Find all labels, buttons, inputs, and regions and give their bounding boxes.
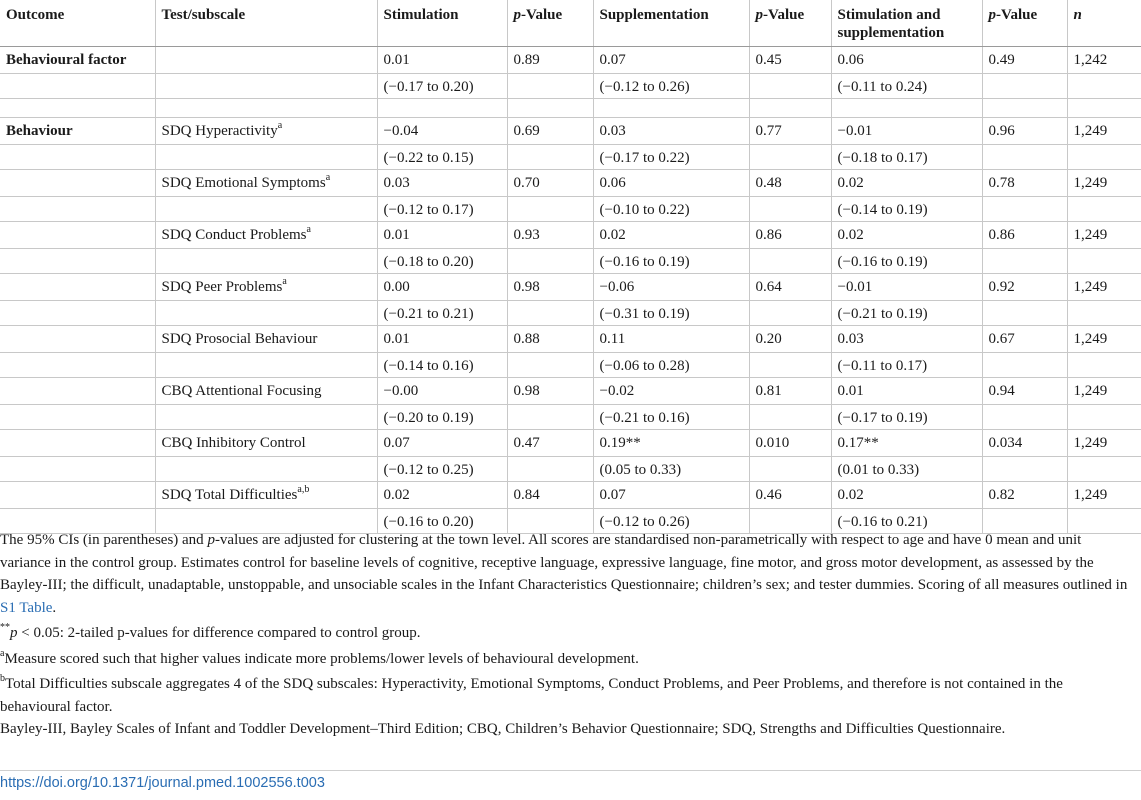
spacer-row <box>0 98 1141 117</box>
footnote-marker: a <box>277 119 283 131</box>
n-value: 1,249 <box>1067 377 1141 404</box>
table-row <box>0 144 1141 169</box>
both-p-empty <box>982 404 1067 429</box>
supp-ci: (−0.21 to 0.16) <box>593 404 749 429</box>
both-p: 0.034 <box>982 429 1067 456</box>
stim-ci: (−0.18 to 0.20) <box>377 248 507 273</box>
stim-p: 0.88 <box>507 325 593 352</box>
outcome-cell <box>0 377 155 404</box>
header-outcome: Outcome <box>0 0 155 46</box>
supp-p-empty <box>749 248 831 273</box>
stim-ci: (−0.12 to 0.25) <box>377 456 507 481</box>
footnote-marker: a,b <box>297 483 310 495</box>
both-estimate: 0.03 <box>831 325 982 352</box>
test-cell <box>155 248 377 273</box>
test-name <box>155 169 377 196</box>
both-ci: (−0.18 to 0.17) <box>831 144 982 169</box>
header-test: Test/subscale <box>155 0 377 46</box>
table-row <box>0 481 1141 508</box>
n-value: 1,249 <box>1067 117 1141 144</box>
n-value: 1,242 <box>1067 46 1141 73</box>
stim-p: 0.84 <box>507 481 593 508</box>
supp-estimate: 0.03 <box>593 117 749 144</box>
outcome-cell <box>0 325 155 352</box>
supp-p-empty <box>749 456 831 481</box>
n-empty <box>1067 196 1141 221</box>
stim-ci: (−0.22 to 0.15) <box>377 144 507 169</box>
supp-p-empty <box>749 352 831 377</box>
test-cell <box>155 144 377 169</box>
both-p: 0.78 <box>982 169 1067 196</box>
stim-p: 0.47 <box>507 429 593 456</box>
doi-link[interactable]: https://doi.org/10.1371/journal.pmed.1002556.t003 <box>0 775 325 791</box>
stim-p-empty <box>507 456 593 481</box>
test-name: CBQ Inhibitory Control <box>155 429 377 456</box>
supp-p: 0.64 <box>749 273 831 300</box>
stim-ci: (−0.12 to 0.17) <box>377 196 507 221</box>
both-p: 0.96 <box>982 117 1067 144</box>
stim-p-empty <box>507 404 593 429</box>
supp-p: 0.77 <box>749 117 831 144</box>
table-row <box>0 300 1141 325</box>
supp-estimate: 0.06 <box>593 169 749 196</box>
supp-p: 0.48 <box>749 169 831 196</box>
both-ci: (−0.17 to 0.19) <box>831 404 982 429</box>
test-name <box>155 481 377 508</box>
outcome-cell <box>0 221 155 248</box>
both-ci: (−0.14 to 0.19) <box>831 196 982 221</box>
stim-estimate: 0.01 <box>377 46 507 73</box>
both-estimate: −0.01 <box>831 273 982 300</box>
header-supplementation: Supplementation <box>593 0 749 46</box>
table-row <box>0 196 1141 221</box>
stim-ci: (−0.20 to 0.19) <box>377 404 507 429</box>
supp-p: 0.46 <box>749 481 831 508</box>
table-row <box>0 169 1141 196</box>
supp-p: 0.45 <box>749 46 831 73</box>
supp-estimate: 0.07 <box>593 46 749 73</box>
test-cell <box>155 46 377 73</box>
both-p-empty <box>982 248 1067 273</box>
table-row <box>0 221 1141 248</box>
table-row <box>0 248 1141 273</box>
stim-estimate: 0.01 <box>377 221 507 248</box>
table-footnotes <box>0 529 1130 741</box>
outcome-cell <box>0 73 155 98</box>
outcome-cell <box>0 481 155 508</box>
stim-estimate: 0.00 <box>377 273 507 300</box>
test-cell <box>155 73 377 98</box>
both-p: 0.67 <box>982 325 1067 352</box>
supp-ci: (−0.12 to 0.26) <box>593 508 749 533</box>
stim-ci: (−0.21 to 0.21) <box>377 300 507 325</box>
table-row <box>0 325 1141 352</box>
outcome-cell <box>0 352 155 377</box>
table-row <box>0 377 1141 404</box>
test-label: SDQ Emotional Symptoms <box>161 174 326 191</box>
test-name <box>155 117 377 144</box>
test-cell <box>155 456 377 481</box>
test-label: SDQ Hyperactivity <box>161 122 278 139</box>
both-p: 0.82 <box>982 481 1067 508</box>
supp-estimate: 0.07 <box>593 481 749 508</box>
supp-estimate: 0.02 <box>593 221 749 248</box>
stim-estimate: 0.07 <box>377 429 507 456</box>
footnote-marker: a <box>325 171 331 183</box>
stim-estimate: −0.04 <box>377 117 507 144</box>
test-cell <box>155 404 377 429</box>
both-p-empty <box>982 144 1067 169</box>
table-row <box>0 273 1141 300</box>
both-p: 0.92 <box>982 273 1067 300</box>
both-p-empty <box>982 196 1067 221</box>
n-empty <box>1067 404 1141 429</box>
supp-estimate: −0.06 <box>593 273 749 300</box>
stim-p: 0.70 <box>507 169 593 196</box>
table-row <box>0 73 1141 98</box>
both-estimate: −0.01 <box>831 117 982 144</box>
table-row <box>0 352 1141 377</box>
stim-p: 0.69 <box>507 117 593 144</box>
outcome-cell <box>0 429 155 456</box>
test-name <box>155 273 377 300</box>
supp-estimate: −0.02 <box>593 377 749 404</box>
stim-p: 0.93 <box>507 221 593 248</box>
test-name: SDQ Prosocial Behaviour <box>155 325 377 352</box>
both-ci: (0.01 to 0.33) <box>831 456 982 481</box>
both-estimate: 0.02 <box>831 169 982 196</box>
table-row <box>0 456 1141 481</box>
stim-estimate: 0.02 <box>377 481 507 508</box>
supp-p: 0.86 <box>749 221 831 248</box>
stim-p-empty <box>507 73 593 98</box>
stim-estimate: −0.00 <box>377 377 507 404</box>
stim-p-empty <box>507 144 593 169</box>
header-n: n <box>1067 0 1141 46</box>
footnote-abbreviations: Bayley-III, Bayley Scales of Infant and Toddler Development–Third Edition; CBQ, Children’s Behavior Questionnaire; SDQ, Strengths and Difficulties Questionnaire. <box>0 721 1006 737</box>
header-p-value-both: p-Value <box>982 0 1067 46</box>
outcome-label: Behaviour <box>0 117 155 144</box>
n-value: 1,249 <box>1067 221 1141 248</box>
n-empty <box>1067 144 1141 169</box>
table-row <box>0 117 1141 144</box>
stim-p-empty <box>507 248 593 273</box>
supp-ci: (−0.16 to 0.19) <box>593 248 749 273</box>
n-value: 1,249 <box>1067 325 1141 352</box>
header-p-value-supp: p-Value <box>749 0 831 46</box>
n-value: 1,249 <box>1067 169 1141 196</box>
supp-p-empty <box>749 300 831 325</box>
test-name <box>155 221 377 248</box>
test-cell <box>155 300 377 325</box>
n-value: 1,249 <box>1067 429 1141 456</box>
both-estimate: 0.01 <box>831 377 982 404</box>
both-ci: (−0.16 to 0.19) <box>831 248 982 273</box>
n-empty <box>1067 73 1141 98</box>
supp-p: 0.20 <box>749 325 831 352</box>
outcome-cell <box>0 196 155 221</box>
both-p-empty <box>982 352 1067 377</box>
header-both: Stimulation and supplementation <box>831 0 982 46</box>
both-p: 0.49 <box>982 46 1067 73</box>
table-row <box>0 404 1141 429</box>
both-estimate: 0.17** <box>831 429 982 456</box>
footnote-a: $^a$Measure scored such that higher values indicate more problems/lower levels of behavioural development. <box>0 647 639 667</box>
stim-p-empty <box>507 352 593 377</box>
both-estimate: 0.02 <box>831 481 982 508</box>
stim-ci: (−0.17 to 0.20) <box>377 73 507 98</box>
both-p: 0.86 <box>982 221 1067 248</box>
footnote-b: $^b$Total Difficulties subscale aggregates 4 of the SDQ subscales: Hyperactivity, Emotional Symptoms, Conduct Problems, and Peer Problems, and therefore is not contained in the behavioural factor. <box>0 673 1063 715</box>
both-estimate: 0.02 <box>831 221 982 248</box>
supp-estimate: 0.11 <box>593 325 749 352</box>
footnote-significance: **p < 0.05: 2-tailed p-values for difference compared to control group. <box>0 622 421 641</box>
supp-ci: (−0.06 to 0.28) <box>593 352 749 377</box>
supp-ci: (−0.31 to 0.19) <box>593 300 749 325</box>
both-estimate: 0.06 <box>831 46 982 73</box>
stim-ci: (−0.14 to 0.16) <box>377 352 507 377</box>
footnote-marker: a <box>306 223 311 235</box>
stim-estimate: 0.01 <box>377 325 507 352</box>
outcome-cell <box>0 300 155 325</box>
supp-p: 0.81 <box>749 377 831 404</box>
supp-ci: (−0.17 to 0.22) <box>593 144 749 169</box>
outcome-label: Behavioural factor <box>0 46 155 73</box>
divider <box>0 770 1141 771</box>
test-cell <box>155 196 377 221</box>
n-empty <box>1067 248 1141 273</box>
test-label: SDQ Conduct Problems <box>161 226 307 243</box>
stim-estimate: 0.03 <box>377 169 507 196</box>
header-p-value-stim: p-Value <box>507 0 593 46</box>
both-p-empty <box>982 73 1067 98</box>
stim-p-empty <box>507 196 593 221</box>
test-cell <box>155 352 377 377</box>
table-row <box>0 46 1141 73</box>
both-ci: (−0.11 to 0.24) <box>831 73 982 98</box>
stim-p: 0.89 <box>507 46 593 73</box>
outcome-cell <box>0 248 155 273</box>
stim-p: 0.98 <box>507 377 593 404</box>
footnote-marker: a <box>282 275 287 287</box>
test-name: CBQ Attentional Focusing <box>155 377 377 404</box>
supp-p-empty <box>749 196 831 221</box>
supp-p-empty <box>749 404 831 429</box>
n-empty <box>1067 352 1141 377</box>
stim-p: 0.98 <box>507 273 593 300</box>
table-row <box>0 429 1141 456</box>
n-empty <box>1067 456 1141 481</box>
n-value: 1,249 <box>1067 273 1141 300</box>
both-p-empty <box>982 300 1067 325</box>
test-label: SDQ Peer Problems <box>161 278 283 295</box>
outcome-cell <box>0 144 155 169</box>
both-ci: (−0.16 to 0.21) <box>831 508 982 533</box>
both-ci: (−0.11 to 0.17) <box>831 352 982 377</box>
stim-p-empty <box>507 300 593 325</box>
header-stimulation: Stimulation <box>377 0 507 46</box>
supp-p-empty <box>749 73 831 98</box>
s1-table-link[interactable]: S1 Table <box>0 599 53 616</box>
both-p: 0.94 <box>982 377 1067 404</box>
supp-p-empty <box>749 144 831 169</box>
supp-estimate: 0.19** <box>593 429 749 456</box>
supp-p: 0.010 <box>749 429 831 456</box>
outcome-cell <box>0 169 155 196</box>
footnote-main: The 95% CIs (in parentheses) and p-values are adjusted for clustering at the town level. All scores are standardised non-parametrically with respect to age and have 0 mean and unit variance in the control group. Estimates control for baseline levels of cognitive, receptive language, expressive language, fine motor, and gross motor development, as assessed by the Bayley-III; the difficult, unadaptable, unstoppable, and unsociable scales in the Infant Characteristics Questionnaire; children’s sex; and tester dummies. Scoring of all measures outlined in S1 Table. <box>0 532 1128 616</box>
outcome-cell <box>0 456 155 481</box>
supp-ci: (0.05 to 0.33) <box>593 456 749 481</box>
n-value: 1,249 <box>1067 481 1141 508</box>
n-empty <box>1067 300 1141 325</box>
supp-ci: (−0.12 to 0.26) <box>593 73 749 98</box>
stim-ci: (−0.16 to 0.20) <box>377 508 507 533</box>
supp-ci: (−0.10 to 0.22) <box>593 196 749 221</box>
both-ci: (−0.21 to 0.19) <box>831 300 982 325</box>
header-row <box>0 0 1141 46</box>
outcome-cell <box>0 404 155 429</box>
both-p-empty <box>982 456 1067 481</box>
outcome-cell <box>0 273 155 300</box>
test-label: SDQ Total Difficulties <box>161 486 298 503</box>
